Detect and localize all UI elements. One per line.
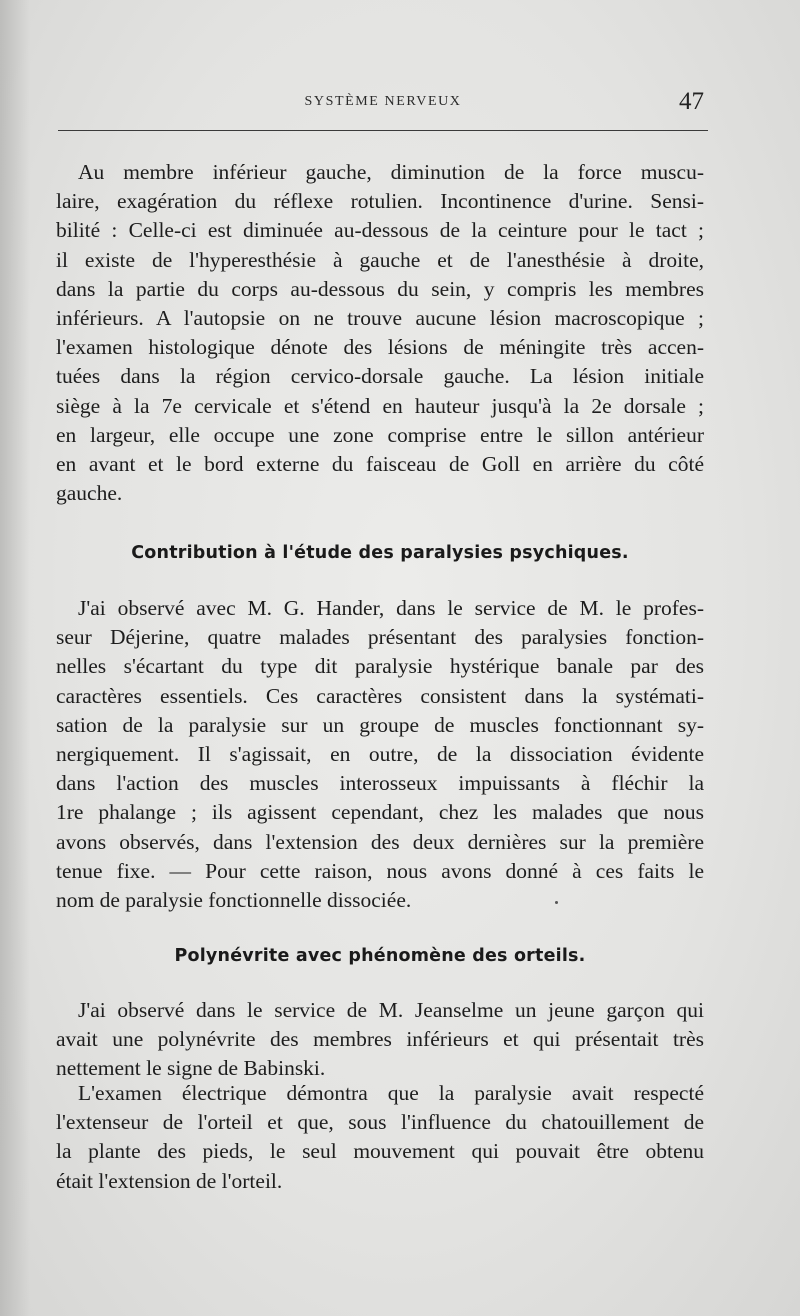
text-line: seur Déjerine, quatre malades présentant des paralysies fonction- [56,625,704,650]
text-line: avons observés, dans l'extension des deux dernières sur la première [56,829,704,854]
section3-paragraph-2 [56,1079,704,1196]
text-line: avait une polynévrite des membres inférieurs et qui présentait très [56,1027,704,1052]
text-line: nergiquement. Il s'agissait, en outre, de la dissociation évidente [56,741,704,766]
text-line: nom de paralysie fonctionnelle dissociée. [56,887,412,912]
section1-paragraph [56,158,704,508]
running-head [60,88,706,116]
text-line: siège à la 7e cervicale et s'étend en hauteur jusqu'à la 2e dorsale ; [56,393,704,418]
text-line: la plante des pieds, le seul mouvement qui pouvait être obtenu [56,1139,704,1164]
section2-heading: Contribution à l'étude des paralysies psychiques. [131,543,629,563]
paper-speck [555,901,558,904]
text-line: tenue fixe. — Pour cette raison, nous avons donné à ces faits le [56,858,704,883]
section3-heading: Polynévrite avec phénomène des orteils. [174,946,586,966]
text-line: J'ai observé dans le service de M. Jeanselme un jeune garçon qui [78,998,704,1022]
text-line: caractères essentiels. Ces caractères consistent dans la systémati- [56,683,704,708]
text-line: dans l'action des muscles interosseux impuissants à fléchir la [56,771,704,796]
text-line: L'examen électrique démontra que la paralysie avait respecté [78,1081,704,1105]
text-line: nettement le signe de Babinski. [56,1056,326,1081]
section3-paragraph-1 [56,996,704,1084]
text-line: inférieurs. A l'autopsie on ne trouve aucune lésion macroscopique ; [56,305,704,330]
text-line: J'ai observé avec M. G. Hander, dans le service de M. le profes- [78,596,704,620]
text-line: l'examen histologique dénote des lésions de méningite très accen- [56,335,704,360]
text-line: était l'extension de l'orteil. [56,1168,283,1193]
section2-paragraph [56,594,704,915]
text-line: en largeur, elle occupe une zone comprise entre le sillon antérieur [56,422,704,447]
text-line: nelles s'écartant du type dit paralysie hystérique banale par des [56,654,704,679]
page-gutter-shadow [0,0,30,1316]
text-line: 1re phalange ; ils agissent cependant, chez les malades que nous [56,800,704,825]
text-line: laire, exagération du réflexe rotulien. Incontinence d'urine. Sensi- [56,189,704,214]
text-line: gauche. [56,481,123,506]
text-line: il existe de l'hyperesthésie à gauche et de l'anesthésie à droite, [56,247,704,272]
text-line: dans la partie du corps au-dessous du sein, y compris les membres [56,276,704,301]
text-line: en avant et le bord externe du faisceau de Goll en arrière du côté [56,451,704,476]
header-rule [58,130,708,131]
running-head-title: SYSTÈME NERVEUX [304,94,462,109]
text-line: l'extenseur de l'orteil et que, sous l'influence du chatouillement de [56,1110,704,1135]
text-line: tuées dans la région cervico-dorsale gauche. La lésion initiale [56,364,704,389]
text-line: sation de la paralysie sur un groupe de muscles fonctionnant sy- [56,712,704,737]
text-line: bilité : Celle-ci est diminuée au-dessous de la ceinture pour le tact ; [56,218,704,243]
page-number: 47 [679,88,704,115]
text-line: Au membre inférieur gauche, diminution de la force muscu- [78,160,704,184]
